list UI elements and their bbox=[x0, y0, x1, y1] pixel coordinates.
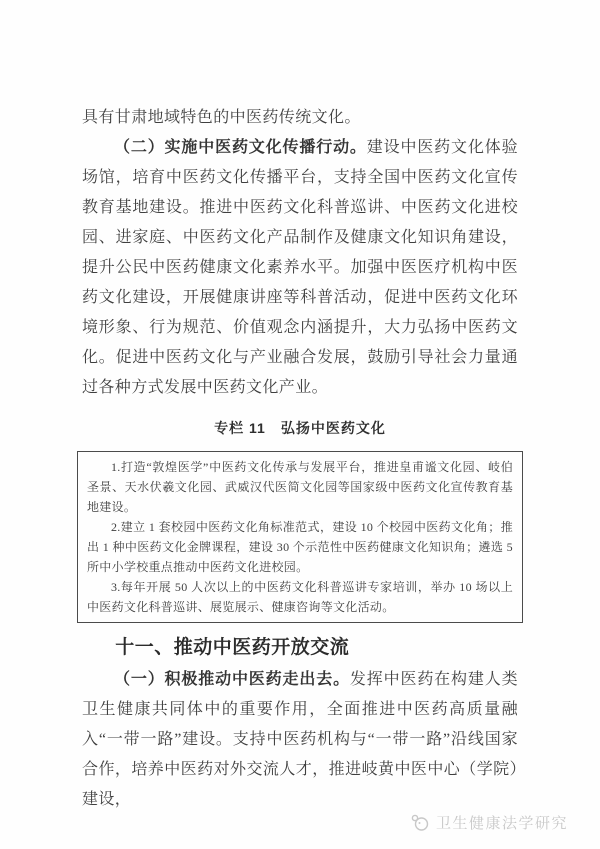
column-box-item-1: 1.打造“敦煌医学”中医药文化传承与发展平台，推进皇甫谧文化园、岐伯圣景、天水伏羲文化园、武威汉代医简文化园等国家级中医药文化宣传教育基地建设。 bbox=[87, 460, 513, 514]
column-box bbox=[77, 451, 523, 623]
paragraph-one-lead: （一）积极推动中医药走出去。 bbox=[114, 671, 350, 688]
paragraph-continuation: 具有甘肃地域特色的中医药传统文化。 bbox=[82, 109, 361, 126]
paragraph-one-body: 发挥中医药在构建人类卫生健康共同体中的重要作用，全面推进中医药高质量融入“一带一路”建设。支持中医药机构与“一带一路”沿线国家合作，培养中医药对外交流人才，推进岐黄中医中心（学院）建设， bbox=[82, 671, 518, 808]
paragraph-one bbox=[82, 665, 518, 815]
paragraph-two-lead: （二）实施中医药文化传播行动。 bbox=[114, 139, 367, 156]
section-heading: 十一、推动中医药开放交流 bbox=[115, 637, 350, 658]
column-box-item-2: 2.建立 1 套校园中医药文化角标准范式，建设 10 个校园中医药文化角；推出 1 种中医药文化金牌课程，建设 30 个示范性中医药健康文化知识角；遴选 5 所中小学校重点推动中医药文化进校园。 bbox=[87, 520, 513, 574]
paragraph-two bbox=[82, 133, 518, 403]
paragraph-two-body: 建设中医药文化体验场馆，培育中医药文化传播平台，支持全国中医药文化宣传教育基地建设。推进中医药文化科普巡讲、中医药文化进校园、进家庭、中医药文化产品制作及健康文化知识角建设，提升公民中医药健康文化素养水平。加强中医医疗机构中医药文化建设，开展健康讲座等科普活动，促进中医药文化环境形象、行为规范、价值观念内涵提升，大力弘扬中医药文化。促进中医药文化与产业融合发展，鼓励引导社会力量通过各种方式发展中医药文化产业。 bbox=[82, 139, 518, 396]
watermark bbox=[409, 812, 568, 833]
watermark-text: 卫生健康法学研究 bbox=[435, 815, 568, 832]
watermark-logo-icon bbox=[409, 813, 431, 833]
column-box-title: 专栏 11 弘扬中医药文化 bbox=[214, 420, 386, 436]
column-box-item-3: 3.每年开展 50 人次以上的中医药文化科普巡讲专家培训，举办 10 场以上中医药文化科普巡讲、展览展示、健康咨询等文化活动。 bbox=[87, 580, 513, 614]
